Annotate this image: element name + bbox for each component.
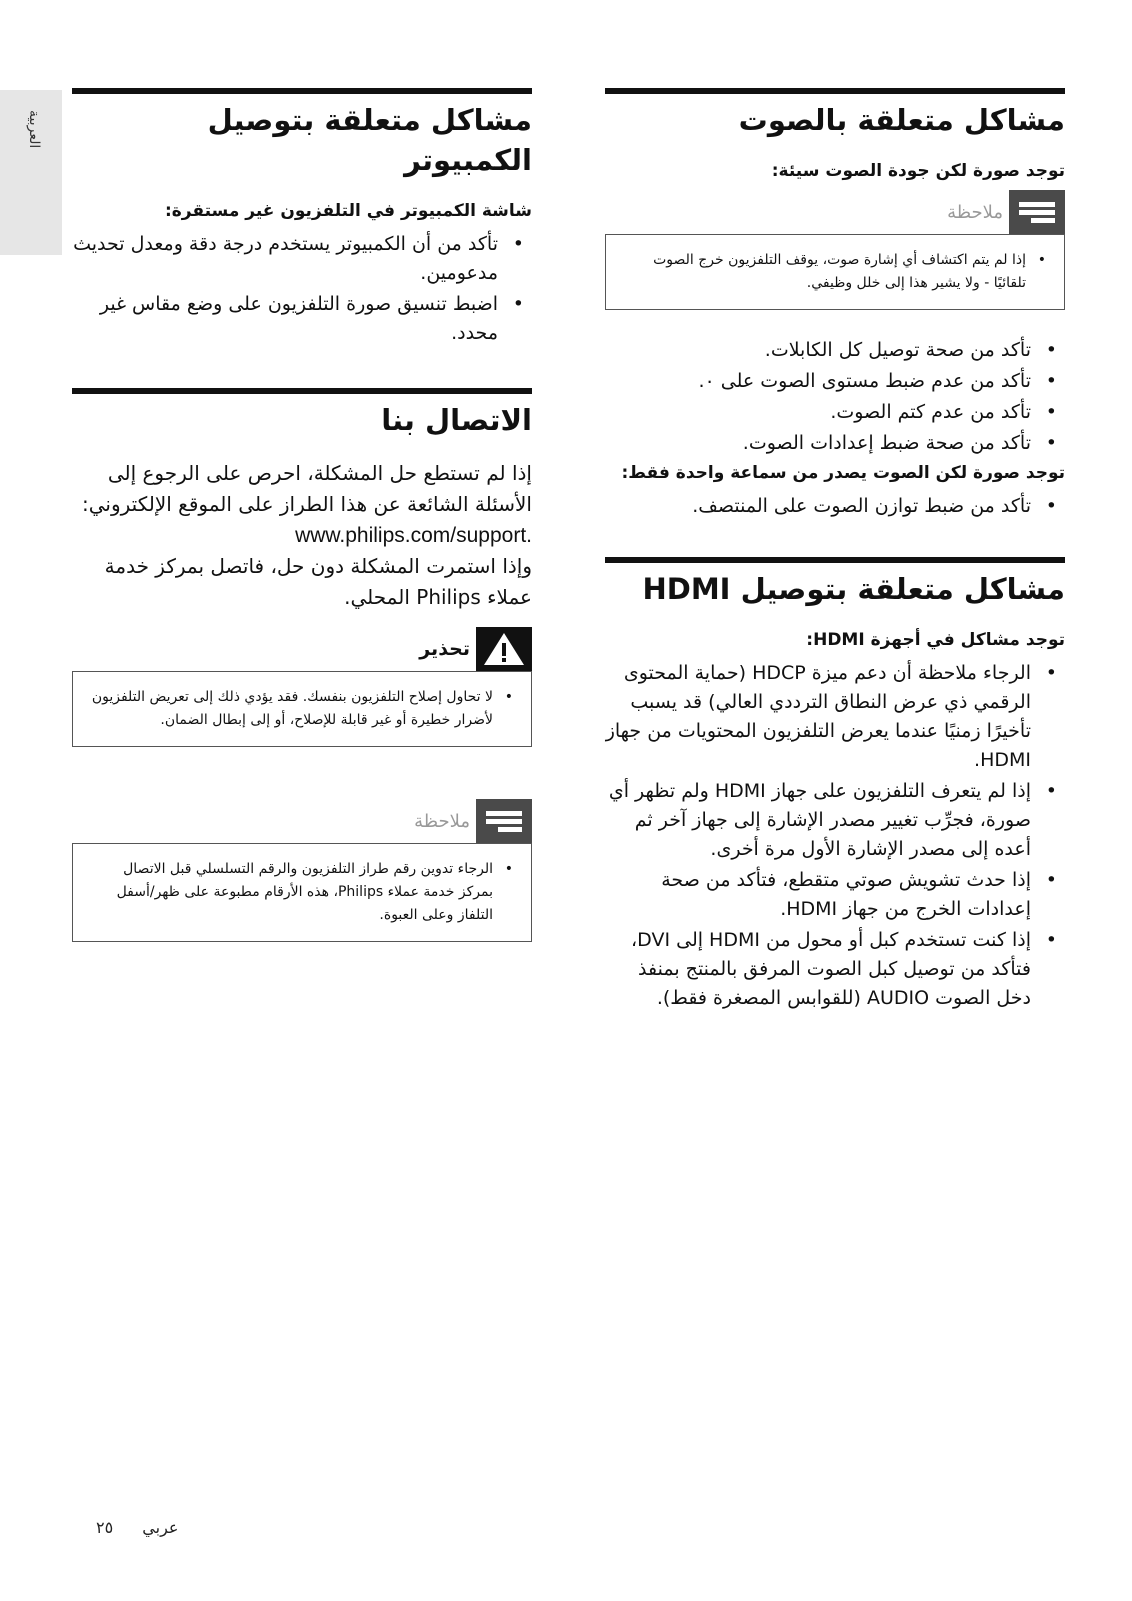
left-column: [72, 88, 532, 942]
note-item: • الرجاء تدوين رقم طراز التلفزيون والرقم التسلسلي قبل الاتصال بمركز خدمة عملاء Philips، هذه الأرقام مطبوعة على ظهر/أسفل التلفاز وعلى العبوة.: [87, 858, 517, 927]
warning-box: [72, 671, 532, 747]
note-header: [605, 190, 1065, 234]
section-divider: [605, 557, 1065, 563]
list-item: • تأكد من عدم كتم الصوت.: [605, 398, 1065, 427]
subheading-one-speaker: توجد صورة لكن الصوت يصدر من سماعة واحدة فقط:: [621, 463, 1065, 483]
contact-paragraph: إذا لم تستطع حل المشكلة، احرص على الرجوع إلى الأسئلة الشائعة عن هذا الطراز على الموقع الإلكتروني:: [82, 461, 532, 516]
note-header: [72, 799, 532, 843]
section-divider: [72, 388, 532, 394]
list-item: • إذا لم يتعرف التلفزيون على جهاز HDMI ولم تظهر أي صورة، فجرِّب تغيير مصدر الإشارة إلى جهاز آخر ثم أعده إلى مصدر الإشارة الأول مرة أخرى.: [605, 777, 1065, 864]
section-title-hdmi: مشاكل متعلقة بتوصيل HDMI: [642, 572, 1065, 606]
list-item: • الرجاء ملاحظة أن دعم ميزة HDCP (حماية المحتوى الرقمي ذي عرض النطاق الترددي العالي) قد يسبب تأخيرًا زمنيًا عندما يعرض التلفزيون المحتويات من جهاز HDMI.: [605, 659, 1065, 775]
sound-bullets: [605, 336, 1065, 458]
list-item: • تأكد من صحة توصيل كل الكابلات.: [605, 336, 1065, 365]
note-icon: [1009, 190, 1065, 234]
support-link[interactable]: www.philips.com/support.: [295, 524, 532, 547]
list-item: • تأكد من عدم ضبط مستوى الصوت على ٠.: [605, 367, 1065, 396]
list-item: • إذا حدث تشويش صوتي متقطع، فتأكد من صحة إعدادات الخرج من جهاز HDMI.: [605, 866, 1065, 924]
page-footer: [72, 1518, 178, 1537]
list-item: • تأكد من أن الكمبيوتر يستخدم درجة دقة ومعدل تحديث مدعومين.: [72, 230, 532, 288]
list-item: • تأكد من صحة ضبط إعدادات الصوت.: [605, 429, 1065, 458]
list-item: • إذا كنت تستخدم كبل أو محول من HDMI إلى DVI، فتأكد من توصيل كبل الصوت المرفق بالمنتج بمنفذ دخل الصوت AUDIO (للقوابس المصغرة فقط).: [605, 926, 1065, 1013]
warning-item: • لا تحاول إصلاح التلفزيون بنفسك. فقد يؤدي ذلك إلى تعريض التلفزيون لأضرار خطيرة أو غير قابلة للإصلاح، أو إلى إبطال الضمان.: [87, 686, 517, 732]
side-tab-label: العربية: [26, 110, 42, 149]
language-side-tab: [0, 90, 62, 255]
pc-bullets: [72, 230, 532, 348]
contact-paragraph-2: وإذا استمرت المشكلة دون حل، فاتصل بمركز خدمة عملاء Philips المحلي.: [104, 554, 532, 609]
footer-language: عربي: [142, 1518, 179, 1537]
section-divider: [72, 88, 532, 94]
page-number: ٢٥: [96, 1518, 114, 1537]
note-box: [72, 843, 532, 942]
right-column: [605, 88, 1065, 1015]
list-item: • تأكد من ضبط توازن الصوت على المنتصف.: [605, 492, 1065, 521]
note-label: ملاحظة: [947, 201, 1003, 223]
subheading-poor-sound: توجد صورة لكن جودة الصوت سيئة:: [771, 161, 1065, 181]
warning-label: تحذير: [419, 638, 470, 660]
note-label: ملاحظة: [414, 810, 470, 832]
note-item: • إذا لم يتم اكتشاف أي إشارة صوت، يوقف التلفزيون خرج الصوت تلقائيًا - ولا يشير هذا إلى خلل وظيفي.: [620, 249, 1050, 295]
subheading-hdmi-devices: توجد مشاكل في أجهزة HDMI:: [806, 630, 1065, 650]
note-icon: [476, 799, 532, 843]
list-item: • اضبط تنسيق صورة التلفزيون على وضع مقاس غير محدد.: [72, 290, 532, 348]
section-title-pc: مشاكل متعلقة بتوصيل الكمبيوتر: [207, 103, 532, 177]
hdmi-bullets: [605, 659, 1065, 1013]
warning-icon: [476, 627, 532, 671]
section-title-contact: الاتصال بنا: [381, 403, 532, 437]
section-title-sound: مشاكل متعلقة بالصوت: [738, 103, 1065, 137]
note-box: [605, 234, 1065, 310]
section-divider: [605, 88, 1065, 94]
subheading-pc-unstable: شاشة الكمبيوتر في التلفزيون غير مستقرة:: [164, 201, 532, 221]
warning-header: [72, 627, 532, 671]
